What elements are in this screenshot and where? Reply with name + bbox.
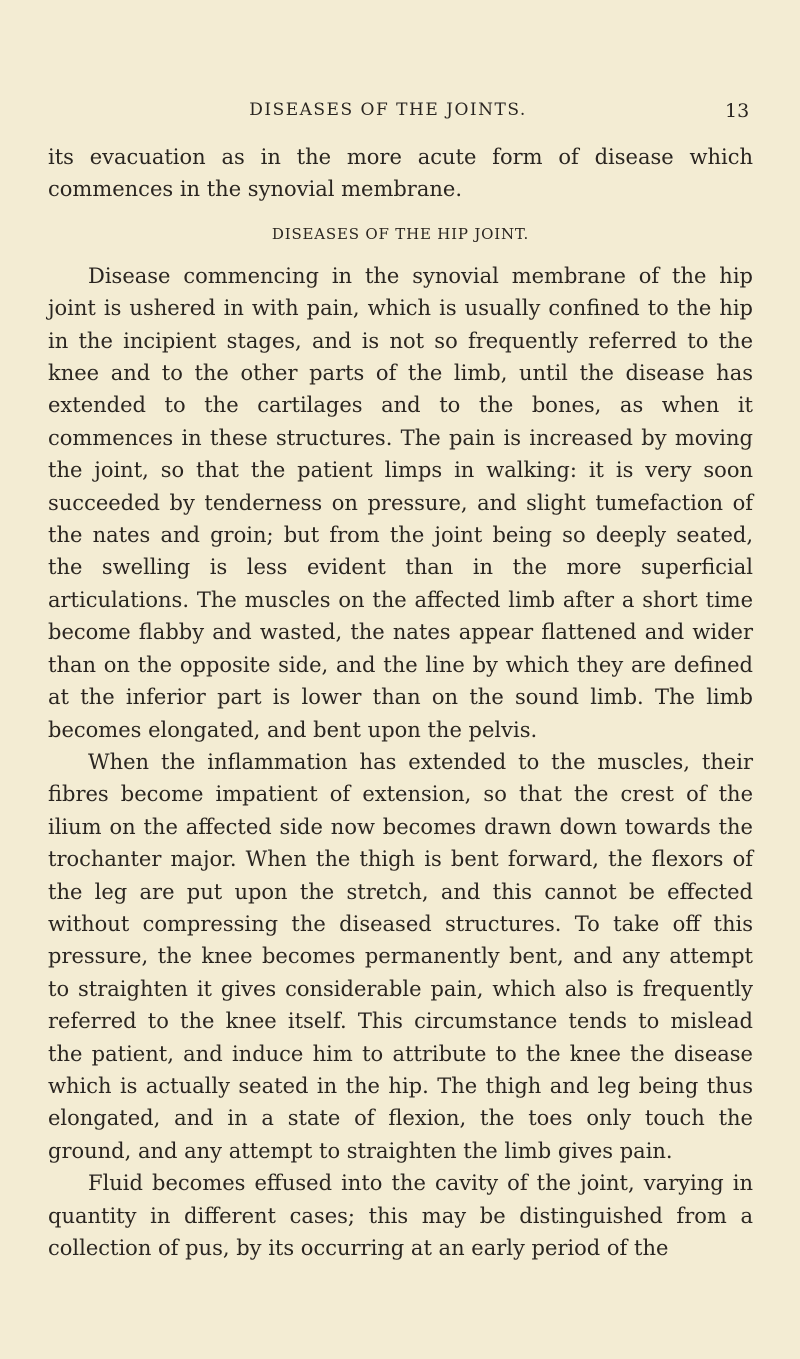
paragraph-2: When the inflammation has extended to the muscles, their fibres become impatient of extension, so that the crest of the ilium on the affected side now becomes drawn down towards the trochanter major. When the thigh is bent forward, the flexors of the leg are put upon the stretch, and this cannot be effected without compressing the diseased structures. To take off this pressure, the knee becomes permanently bent, and any attempt to straighten it gives considerable pain, which also is frequently referred to the knee itself. This circumstance tends to mislead the patient, and induce him to attribute to the knee the disease which is actually seated in the hip. The thigh and leg being thus elongated, and in a state of flexion, the toes only touch the ground, and any attempt to straighten the limb gives pain. [48,749,753,1163]
body-text [48,141,753,1264]
paragraph-1: Disease commencing in the synovial membrane of the hip joint is ushered in with pain, which is usually confined to the hip in the incipient stages, and is not so frequently referred to the knee and to the other parts of the limb, until the disease has extended to the cartilages and to the bones, as when it commences in these structures. The pain is increased by moving the joint, so that the patient limps in walking: it is very soon succeeded by tenderness on pressure, and slight tumefaction of the nates and groin; but from the joint being so deeply seated, the swelling is less evident than in the more superficial articulations. The muscles on the affected limb after a short time become flabby and wasted, the nates appear flattened and wider than on the opposite side, and the line by which they are defined at the inferior part is lower than on the sound limb. The limb becomes elongated, and bent upon the pelvis. [48,263,753,742]
running-title: DISEASES OF THE JOINTS. [249,100,527,120]
page-number: 13 [725,100,750,122]
paragraph-3: Fluid becomes effused into the cavity of the joint, varying in quantity in different cases; this may be distinguished from a collection of pus, by its occurring at an early period of the [48,1171,753,1260]
continuation-paragraph: its evacuation as in the more acute form of disease which commences in the synovial membrane. [48,145,753,202]
section-heading: DISEASES OF THE HIP JOINT. [271,224,530,243]
